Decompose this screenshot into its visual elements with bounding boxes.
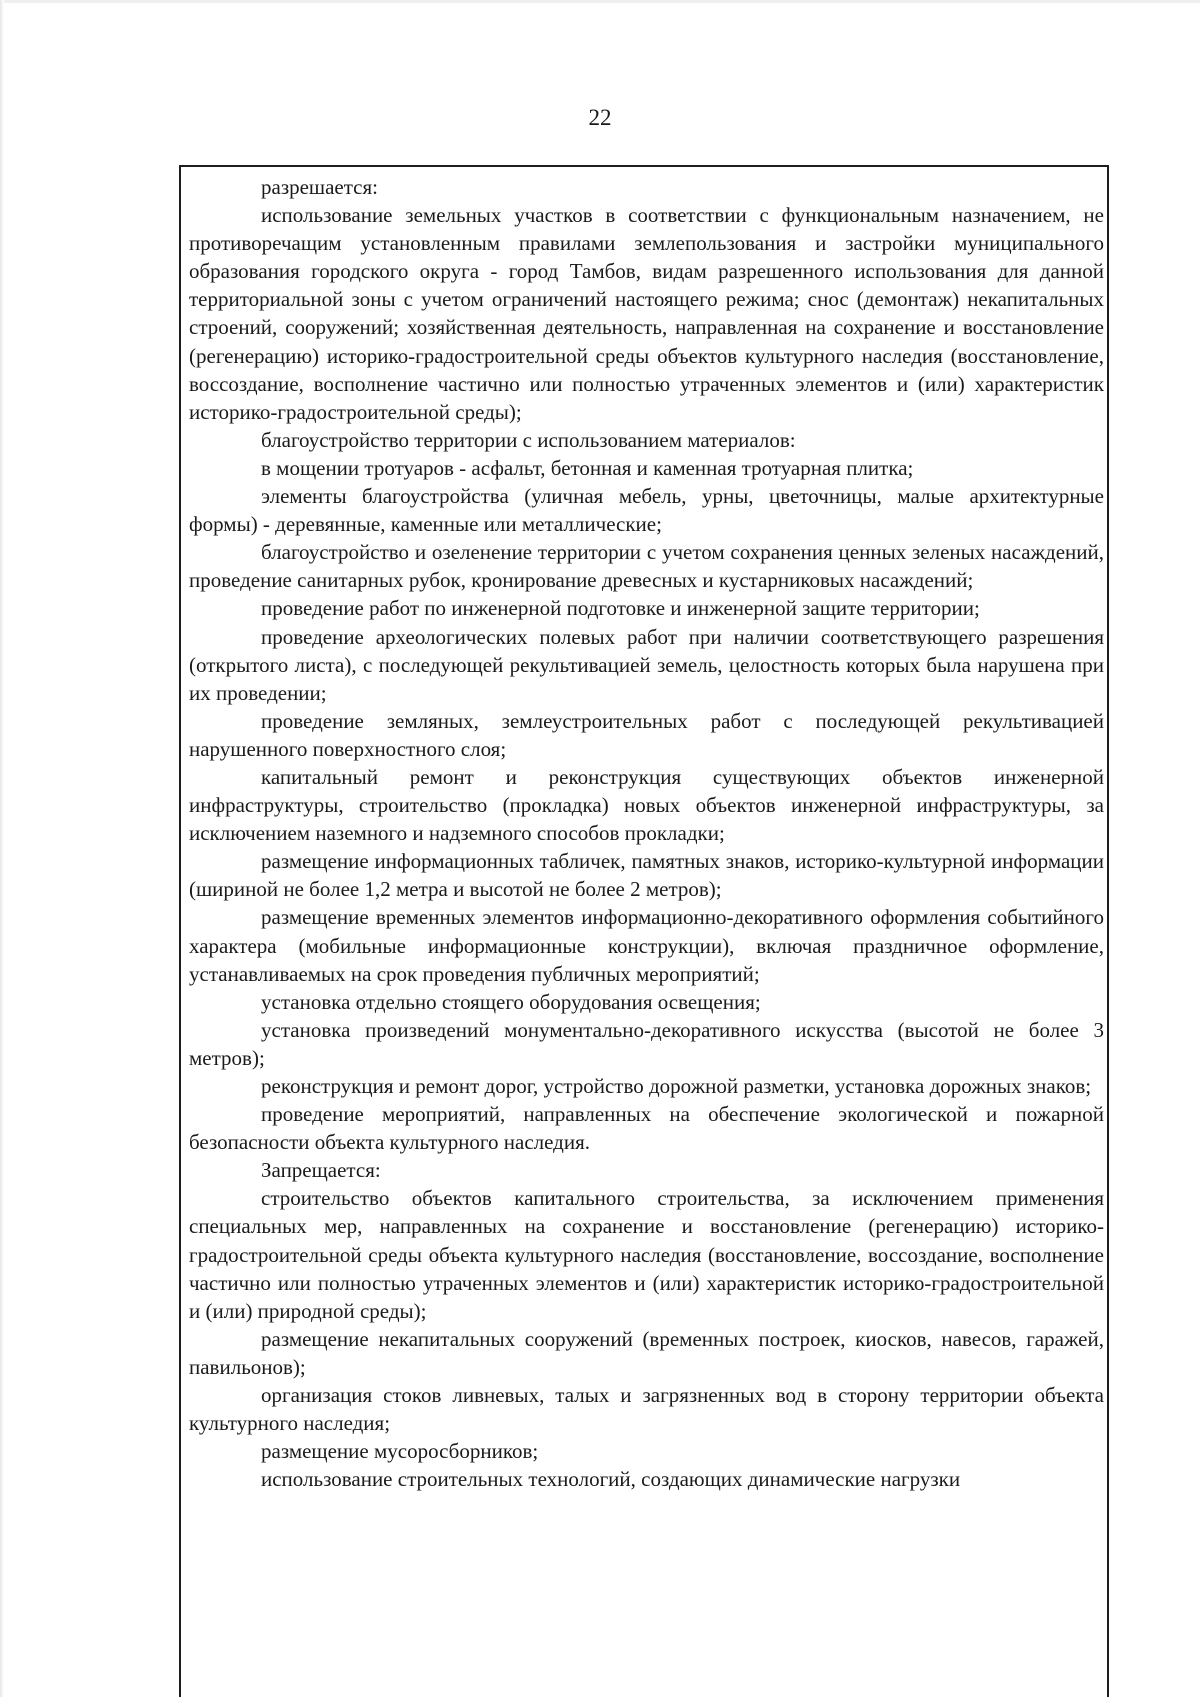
paragraph: реконструкция и ремонт дорог, устройство дорожной разметки, установка дорожных знаков;: [261, 1074, 1092, 1098]
section-heading-prohibited: Запрещается:: [261, 1158, 381, 1183]
paragraph: проведение мероприятий, направленных на обеспечение экологической и пожарной безопасности объекта культурного наследия.: [189, 1102, 1104, 1155]
paragraph: размещение временных элементов информационно-декоративного оформления событийного характера (мобильные информационные конструкции), включая праздничное оформление, устанавливаемых на срок проведения публичных мероприятий;: [189, 905, 1104, 986]
paragraph: элементы благоустройства (уличная мебель, урны, цветочницы, малые архитектурные формы) - деревянные, каменные или металлические;: [189, 484, 1104, 537]
paragraph: капитальный ремонт и реконструкция существующих объектов инженерной инфраструктуры, строительство (прокладка) новых объектов инженерной инфраструктуры, за исключением наземного и надземного способов прокладки;: [189, 764, 1104, 846]
paragraph: проведение археологических полевых работ при наличии соответствующего разрешения (открытого листа), с последующей рекультивацией земель, целостность которых была нарушена при их проведении;: [189, 624, 1104, 705]
paragraph: проведение земляных, землеустроительных работ с последующей рекультивацией нарушенного поверхностного слоя;: [189, 708, 1104, 761]
paragraph: строительство объектов капитального строительства, за исключением применения специальных мер, направленных на сохранение и восстановление (регенерацию) историко-градостроительной среды объекта культурного наследия (восстановление, воссоздание, восполнение частично или полностью утраченных элементов и (или) характеристик историко-градостроительной и (или) природной среды);: [189, 1186, 1104, 1323]
scan-top-edge: [0, 0, 1200, 3]
paragraph: благоустройство и озеленение территории с учетом сохранения ценных зеленых насаждений, проведение санитарных рубок, кронирование древесных и кустарниковых насаждений;: [189, 540, 1104, 593]
scan-left-edge: [0, 0, 4, 1697]
paragraph: размещение информационных табличек, памятных знаков, историко-культурной информации (шириной не более 1,2 метра и высотой не более 2 метров);: [189, 849, 1104, 902]
paragraph: установка произведений монументально-декоративного искусства (высотой не более 3 метров);: [189, 1017, 1104, 1070]
paragraph: размещение некапитальных сооружений (временных построек, киосков, навесов, гаражей, павильонов);: [189, 1326, 1104, 1379]
document-body: [189, 173, 1104, 1493]
paragraph: использование земельных участков в соответствии с функциональным назначением, не противоречащим установленным правилами землепользования и застройки муниципального образования городского округа - город Тамбов, видам разрешенного использования для данной территориальной зоны с учетом ограничений настоящего режима; снос (демонтаж) некапитальных строений, сооружений; хозяйственная деятельность, направленная на сохранение и восстановление (регенерацию) историко-градостроительной среды объектов культурного наследия (восстановление, воссоздание, восполнение частично или полностью утраченных элементов и (или) характеристик историко-градостроительной среды);: [189, 203, 1104, 424]
paragraph: в мощении тротуаров - асфальт, бетонная и каменная тротуарная плитка;: [261, 455, 914, 480]
paragraph: использование строительных технологий, создающих динамические нагрузки: [261, 1467, 961, 1492]
paragraph: разрешается:: [261, 175, 378, 199]
paragraph: благоустройство территории с использованием материалов:: [261, 427, 796, 452]
paragraph: установка отдельно стоящего оборудования освещения;: [261, 989, 761, 1014]
paragraph: организация стоков ливневых, талых и загрязненных вод в сторону территории объекта культурного наследия;: [189, 1383, 1104, 1436]
page-number: 22: [588, 105, 612, 130]
paragraph: размещение мусоросборников;: [261, 1439, 539, 1464]
paragraph: проведение работ по инженерной подготовке и инженерной защите территории;: [261, 596, 980, 621]
